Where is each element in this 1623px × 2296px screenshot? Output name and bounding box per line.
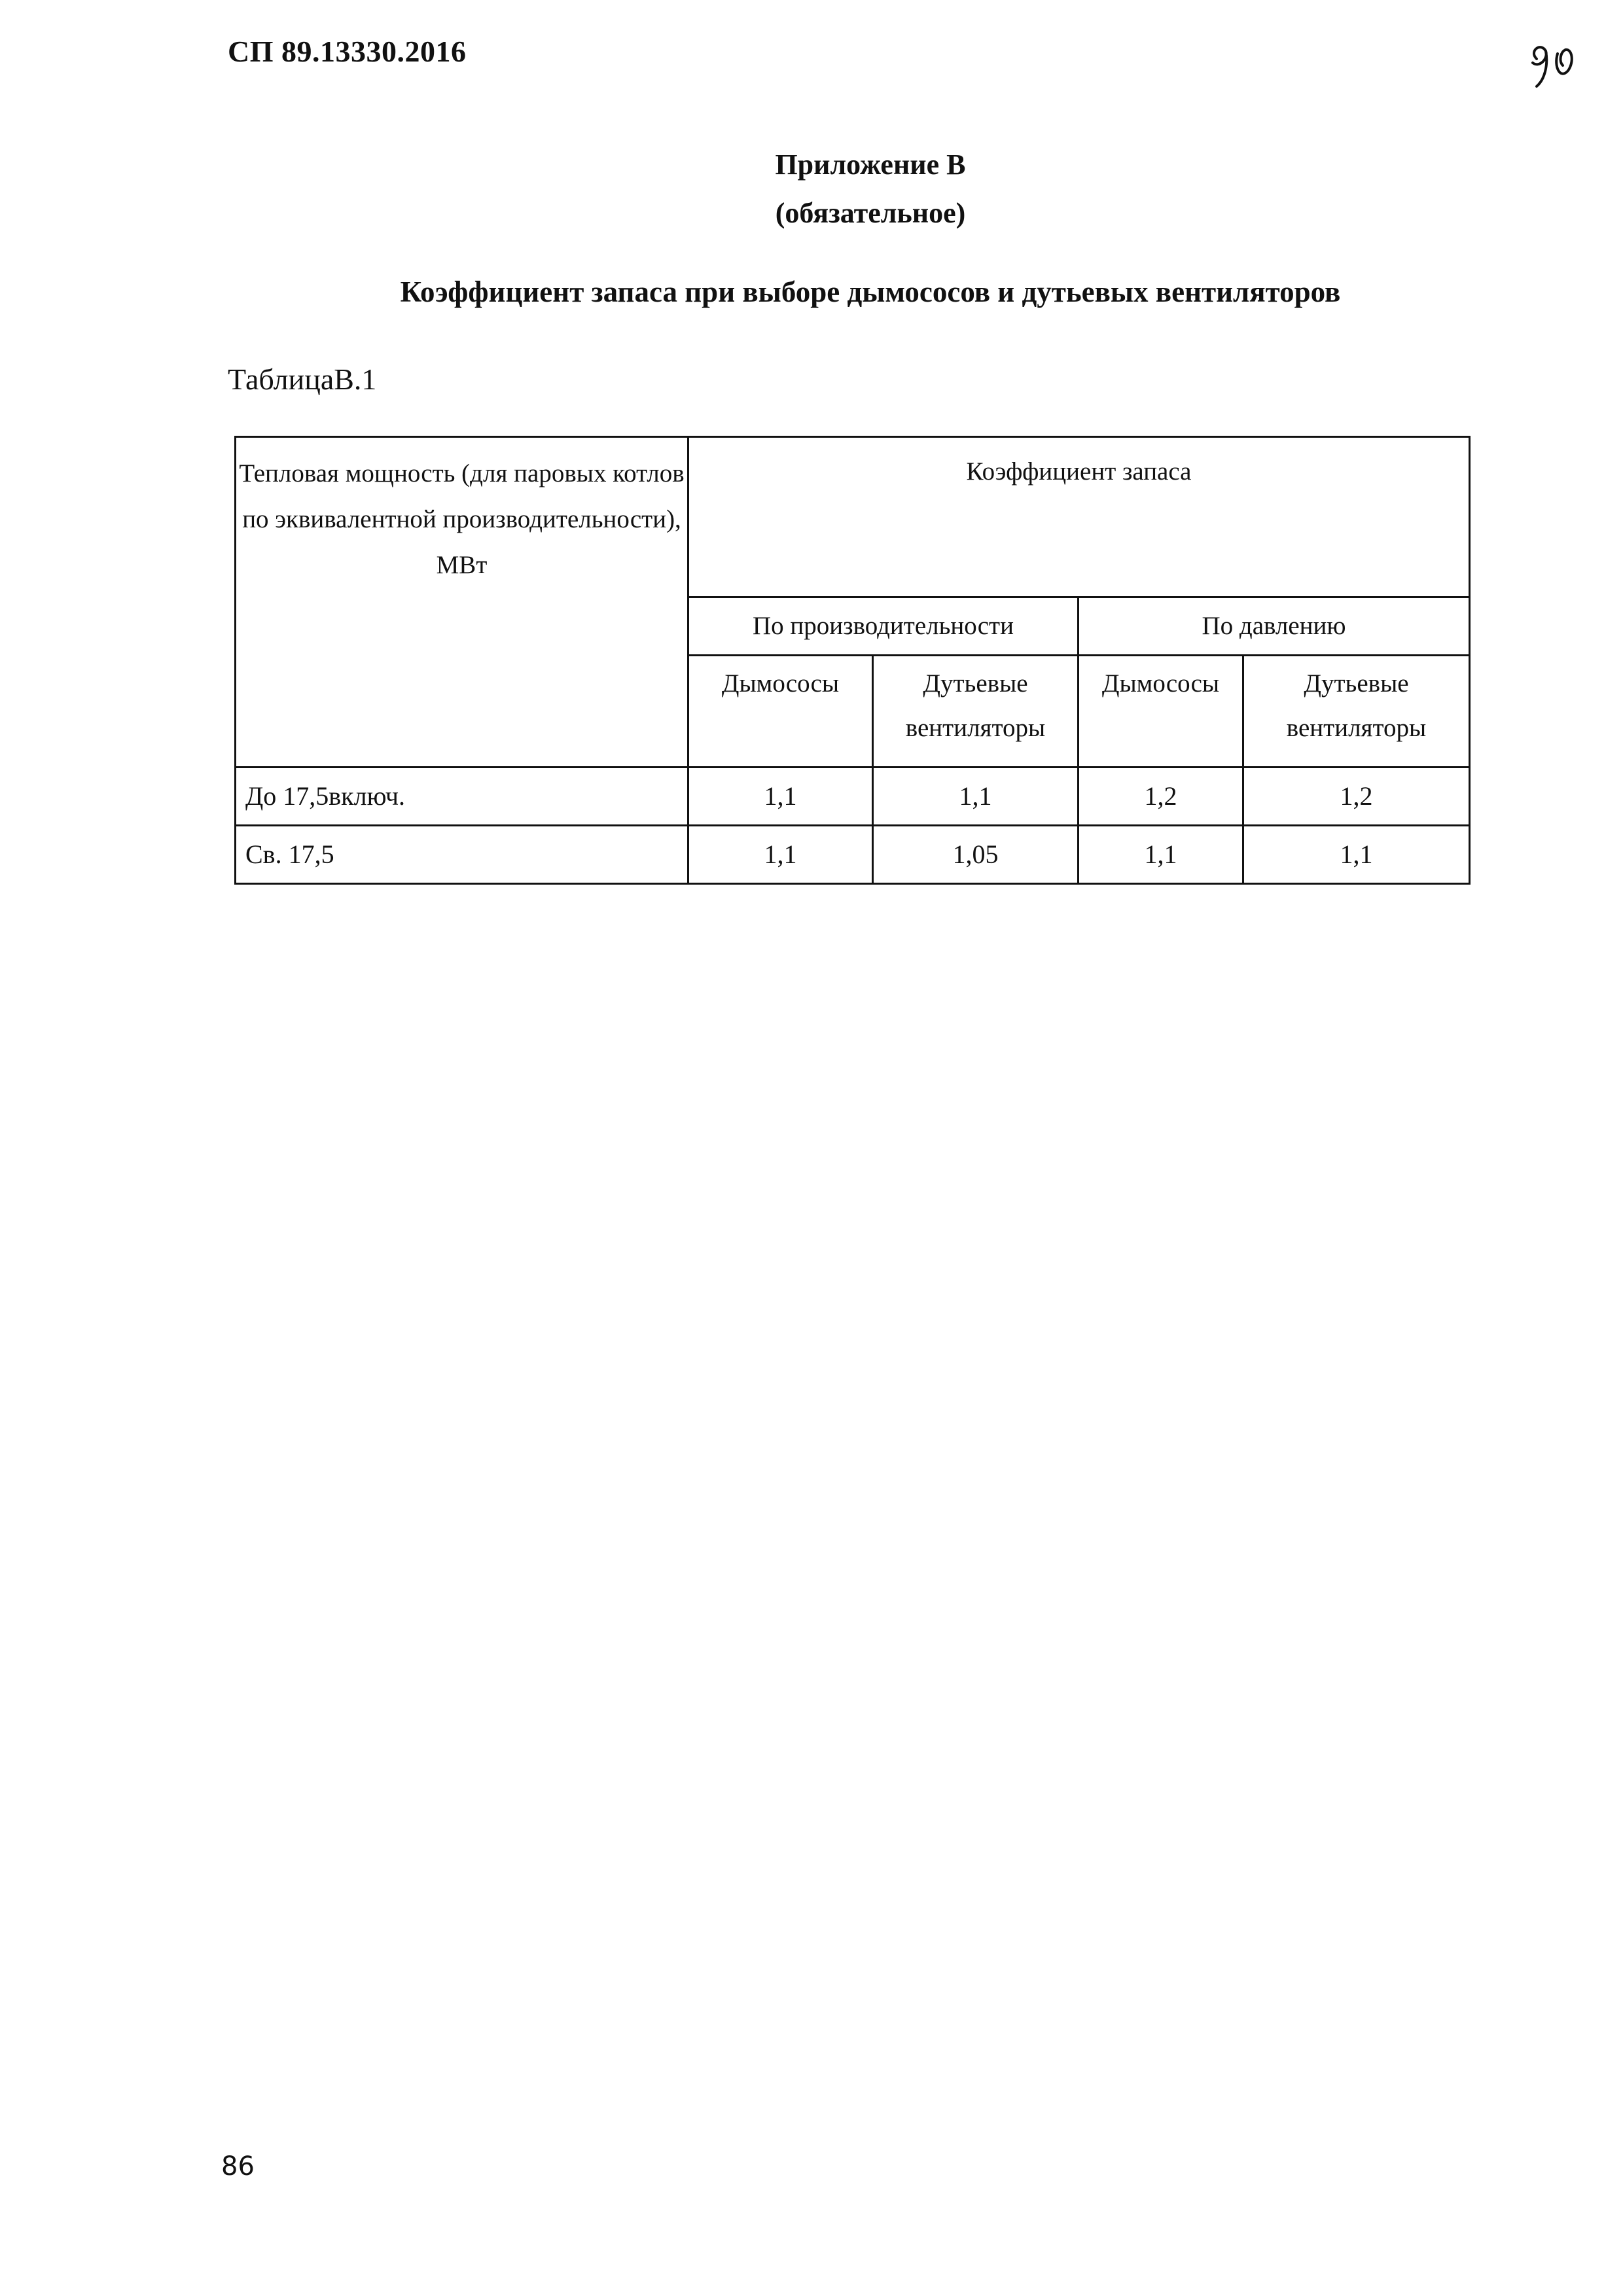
handwritten-page-mark (1525, 39, 1584, 92)
table-cell: 1,1 (1243, 826, 1470, 884)
row-label: До 17,5включ. (236, 768, 688, 826)
section-title: Коэффициент запаса при выборе дымососов и дутьевых вентиляторов (400, 275, 1341, 308)
table-cell: 1,05 (873, 826, 1079, 884)
appendix-status: (обязательное) (775, 197, 966, 229)
row-label: Св. 17,5 (236, 826, 688, 884)
table-row (236, 826, 1470, 884)
header-by-pressure: По давлению (1079, 597, 1470, 656)
table-row (236, 768, 1470, 826)
header-thermal-power: Тепловая мощность (для паровых котлов по эквивалентной производительности), МВт (236, 437, 688, 768)
table-cell: 1,1 (873, 768, 1079, 826)
subheader-smoke-exhausters: Дымососы (688, 656, 873, 768)
table-cell: 1,1 (688, 826, 873, 884)
table-cell: 1,1 (1079, 826, 1243, 884)
table-cell: 1,1 (688, 768, 873, 826)
subheader-blower-fans: Дутьевые вентиляторы (873, 656, 1079, 768)
subheader-smoke-exhausters: Дымососы (1079, 656, 1243, 768)
appendix-title: Приложение В (775, 149, 966, 181)
table-cell: 1,2 (1243, 768, 1470, 826)
table-caption: ТаблицаВ.1 (228, 362, 377, 396)
subheader-blower-fans: Дутьевые вентиляторы (1243, 656, 1470, 768)
header-by-productivity: По производительности (688, 597, 1079, 656)
page-number: 86 (221, 2151, 255, 2181)
coefficient-table (234, 436, 1471, 885)
document-code: СП 89.13330.2016 (228, 35, 467, 68)
header-reserve-coefficient: Коэффициент запаса (688, 437, 1470, 597)
table-cell: 1,2 (1079, 768, 1243, 826)
